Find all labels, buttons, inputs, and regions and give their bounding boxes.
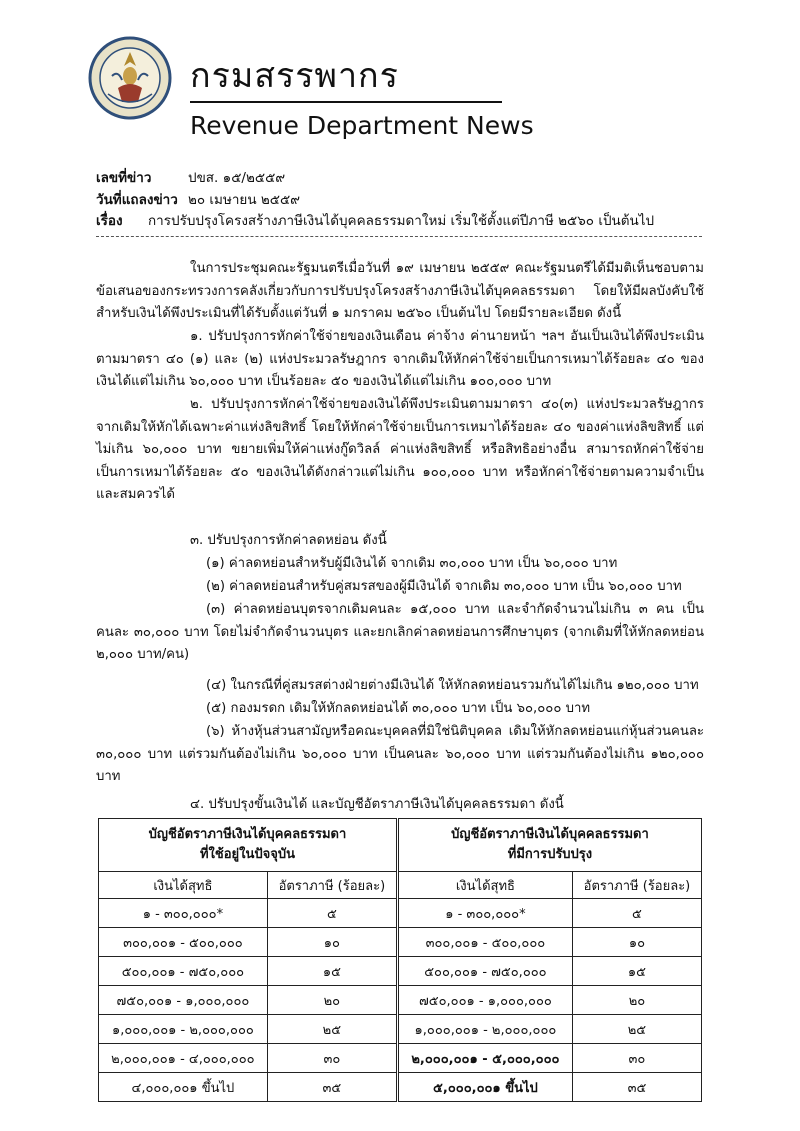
intro-text: ในการประชุมคณะรัฐมนตรีเมื่อวันที่ ๑๙ เมษายน ๒๕๕๙ คณะรัฐมนตรีได้มีมติเห็นชอบตามข้อเสนอของกระทรวงการคลังเกี่ยวกับการปรับปรุงโครงสร้างภาษีเงินได้บุคคลธรรมดา โดยให้มีผลบังคับใช้สำหรับเงินได้พึงประเมินที่ได้รับตั้งแต่วันที่ ๑ มกราคม ๒๕๖๐ เป็นต้นไป โดยมีรายละเอียด ดังนี้ [96,261,704,321]
item-3-3-paragraph [96,599,704,667]
item-2-paragraph [96,394,704,507]
revised-rate-cell: ๓๐ [572,1044,701,1073]
revenue-department-seal-logo [88,36,172,120]
item-1-paragraph [96,326,704,394]
item-3-5-text: (๕) กองมรดก เดิมให้หักลดหย่อนได้ ๓๐,๐๐๐ บาท เป็น ๖๐,๐๐๐ บาท [206,701,591,716]
revised-rate-cell: ๑๕ [572,957,701,986]
table-row [99,1044,702,1073]
subject-label: เรื่อง [96,213,123,229]
item-3-2-paragraph [96,576,704,599]
current-income-cell: ๒,๐๐๐,๐๐๑ - ๔,๐๐๐,๐๐๐ [99,1044,268,1073]
table-row [99,1015,702,1044]
news-number-value: ปขส. ๑๕/๒๕๕๙ [188,170,286,186]
item-1-text: ๑. ปรับปรุงการหักค่าใช้จ่ายของเงินเดือน ค่าจ้าง ค่านายหน้า ฯลฯ อันเป็นเงินได้พึงประเมินตามมาตรา ๔๐ (๑) และ (๒) แห่งประมวลรัษฎากร จากเดิมให้หักค่าใช้จ่ายเป็นการเหมาได้ร้อยละ ๔๐ ของเงินได้แต่ไม่เกิน ๖๐,๐๐๐ บาท เป็นร้อยละ ๕๐ ของเงินได้แต่ไม่เกิน ๑๐๐,๐๐๐ บาท [96,329,704,389]
current-income-cell: ๔,๐๐๐,๐๐๑ ขึ้นไป [99,1073,268,1102]
current-schedule-header-line-2: ที่ใช้อยู่ในปัจจุบัน [199,847,295,862]
current-rate-cell: ๒๕ [267,1015,397,1044]
revised-income-cell: ๕,๐๐๐,๐๐๑ ขึ้นไป [397,1073,572,1102]
current-schedule-header [99,819,398,872]
current-rate-cell: ๑๕ [267,957,397,986]
current-income-cell: ๓๐๐,๐๐๑ - ๕๐๐,๐๐๐ [99,928,268,957]
item-3-3-text: (๓) ค่าลดหย่อนบุตรจากเดิมคนละ ๑๕,๐๐๐ บาท และจำกัดจำนวนไม่เกิน ๓ คน เป็นคนละ ๓๐,๐๐๐ บาท โดยไม่จำกัดจำนวนบุตร และยกเลิกค่าลดหย่อนการศึกษาบุตร (จากเดิมที่ให้หักลดหย่อน ๒,๐๐๐ บาท/คน) [96,602,704,662]
revised-income-cell: ๒,๐๐๐,๐๐๑ - ๕,๐๐๐,๐๐๐ [397,1044,572,1073]
item-3-1-text: (๑) ค่าลดหย่อนสำหรับผู้มีเงินได้ จากเดิม ๓๐,๐๐๐ บาท เป็น ๖๐,๐๐๐ บาท [206,556,618,571]
col-header-revised-rate: อัตราภาษี (ร้อยละ) [572,872,701,899]
subject-value: การปรับปรุงโครงสร้างภาษีเงินได้บุคคลธรรมดาใหม่ เริ่มใช้ตั้งแต่ปีภาษี ๒๕๖๐ เป็นต้นไป [148,213,655,229]
news-number-label: เลขที่ข่าว [96,170,152,186]
item-3-2-text: (๒) ค่าลดหย่อนสำหรับคู่สมรสของผู้มีเงินได้ จากเดิม ๓๐,๐๐๐ บาท เป็น ๖๐,๐๐๐ บาท [206,579,682,594]
revised-income-cell: ๗๕๐,๐๐๑ - ๑,๐๐๐,๐๐๐ [397,986,572,1015]
revised-rate-cell: ๕ [572,899,701,928]
release-date-label: วันที่แถลงข่าว [96,192,178,208]
release-date-value: ๒๐ เมษายน ๒๕๕๙ [188,192,301,208]
news-number-row [96,168,285,188]
item-3-4-paragraph [96,675,704,698]
current-income-cell: ๕๐๐,๐๐๑ - ๗๕๐,๐๐๐ [99,957,268,986]
revised-rate-cell: ๒๐ [572,986,701,1015]
item-2-text: ๒. ปรับปรุงการหักค่าใช้จ่ายของเงินได้พึงประเมินตามมาตรา ๔๐(๓) แห่งประมวลรัษฎากร จากเดิมให้หักได้เฉพาะค่าแห่งลิขสิทธิ์ โดยให้หักค่าใช้จ่ายเป็นการเหมาได้ร้อยละ ๔๐ ของค่าแห่งลิขสิทธิ์ แต่ไม่เกิน ๖๐,๐๐๐ บาท ขยายเพิ่มให้ค่าแห่งกู๊ดวิลล์ ค่าแห่งลิขสิทธิ์ หรือสิทธิอย่างอื่น สามารถหักค่าใช้จ่ายเป็นการเหมาได้ร้อยละ ๕๐ ของเงินได้ดังกล่าวแต่ไม่เกิน ๑๐๐,๐๐๐ บาท หรือหักค่าใช้จ่ายตามความจำเป็นและสมควรได้ [96,397,704,502]
header-rule [190,101,502,103]
revised-income-cell: ๑,๐๐๐,๐๐๑ - ๒,๐๐๐,๐๐๐ [397,1015,572,1044]
revised-schedule-header-line-2: ที่มีการปรับปรุง [507,847,593,862]
col-header-revised-income: เงินได้สุทธิ [397,872,572,899]
tax-rate-table [98,818,702,1102]
current-rate-cell: ๕ [267,899,397,928]
table-row [99,1073,702,1102]
release-date-row [96,190,300,210]
current-income-cell: ๗๕๐,๐๐๑ - ๑,๐๐๐,๐๐๐ [99,986,268,1015]
current-rate-cell: ๓๐ [267,1044,397,1073]
revised-rate-cell: ๒๕ [572,1015,701,1044]
current-rate-cell: ๑๐ [267,928,397,957]
revised-rate-cell: ๑๐ [572,928,701,957]
current-schedule-header-line-1: บัญชีอัตราภาษีเงินได้บุคคลธรรมดา [148,827,347,842]
table-row [99,986,702,1015]
revised-income-cell: ๓๐๐,๐๐๑ - ๕๐๐,๐๐๐ [397,928,572,957]
item-3-text: ๓. ปรับปรุงการหักค่าลดหย่อน ดังนี้ [190,533,387,548]
item-3-5-paragraph [96,698,704,721]
revised-schedule-header [397,819,701,872]
divider-dashed [96,236,702,237]
column-header-row [99,872,702,899]
revised-income-cell: ๕๐๐,๐๐๑ - ๗๕๐,๐๐๐ [397,957,572,986]
revised-schedule-header-line-1: บัญชีอัตราภาษีเงินได้บุคคลธรรมดา [451,827,649,842]
item-3-6-text: (๖) ห้างหุ้นส่วนสามัญหรือคณะบุคคลที่มิใช่นิติบุคคล เดิมให้หักลดหย่อนแก่หุ้นส่วนคนละ ๓๐,๐๐๐ บาท แต่รวมกันต้องไม่เกิน ๖๐,๐๐๐ บาท เป็นคนละ ๖๐,๐๐๐ บาท แต่รวมกันต้องไม่เกิน ๑๒๐,๐๐๐ บาท [96,724,704,784]
item-3-6-paragraph [96,721,704,789]
item-4-text: ๔. ปรับปรุงขั้นเงินได้ และบัญชีอัตราภาษีเงินได้บุคคลธรรมดา ดังนี้ [190,797,564,812]
current-rate-cell: ๒๐ [267,986,397,1015]
item-3-1-paragraph [96,553,704,576]
revised-income-cell: ๑ - ๓๐๐,๐๐๐* [397,899,572,928]
item-4-paragraph [96,794,704,817]
table-row [99,928,702,957]
item-3-paragraph [96,530,704,553]
current-income-cell: ๑,๐๐๐,๐๐๑ - ๒,๐๐๐,๐๐๐ [99,1015,268,1044]
current-income-cell: ๑ - ๓๐๐,๐๐๐* [99,899,268,928]
current-rate-cell: ๓๕ [267,1073,397,1102]
subject-row [96,211,654,231]
item-3-4-text: (๔) ในกรณีที่คู่สมรสต่างฝ่ายต่างมีเงินได้ ให้หักลดหย่อนรวมกันได้ไม่เกิน ๑๒๐,๐๐๐ บาท [206,678,699,693]
intro-paragraph [96,258,704,326]
table-row [99,899,702,928]
revised-rate-cell: ๓๕ [572,1073,701,1102]
table-row [99,957,702,986]
col-header-current-income: เงินได้สุทธิ [99,872,268,899]
col-header-current-rate: อัตราภาษี (ร้อยละ) [267,872,397,899]
organization-subtitle: Revenue Department News [190,111,534,140]
organization-name: กรมสรรพากร [190,56,399,96]
